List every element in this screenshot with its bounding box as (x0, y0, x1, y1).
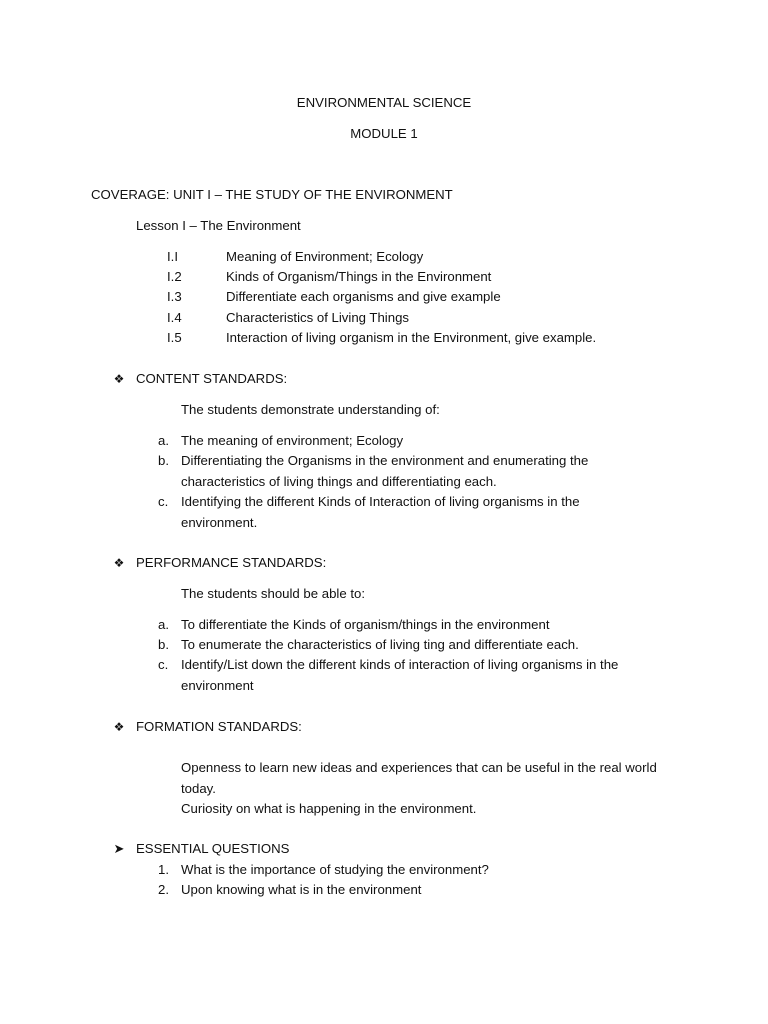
performance-standard-item: To enumerate the characteristics of living ting and differentiate each. (181, 637, 579, 652)
diamond-bullet-icon: ❖ (113, 372, 125, 386)
essential-question-item: What is the importance of studying the environment? (181, 862, 489, 877)
document-title: ENVIRONMENTAL SCIENCE (296, 95, 472, 110)
performance-standard-item: To differentiate the Kinds of organism/things in the environment (181, 617, 550, 632)
performance-standards-intro: The students should be able to: (181, 586, 366, 601)
content-standard-item: Differentiating the Organisms in the environment and enumerating the characteristics of living things and differentiating each. (181, 453, 589, 489)
list-marker: c. (158, 494, 169, 509)
diamond-bullet-icon: ❖ (113, 556, 125, 570)
performance-standard-item: Identify/List down the different kinds of interaction of living organisms in the environment (181, 657, 619, 693)
lesson-item-text: Meaning of Environment; Ecology (226, 249, 424, 264)
list-marker: a. (158, 433, 169, 448)
lesson-title: Lesson I – The Environment (136, 218, 301, 233)
content-standard-item: The meaning of environment; Ecology (181, 433, 404, 448)
list-marker: c. (158, 657, 169, 672)
formation-standards-heading: FORMATION STANDARDS: (136, 719, 302, 734)
essential-questions-heading: ESSENTIAL QUESTIONS (136, 841, 290, 856)
coverage-line: COVERAGE: UNIT I – THE STUDY OF THE ENVIRONMENT (91, 187, 453, 202)
list-marker: 1. (158, 862, 169, 877)
formation-standards-text: Openness to learn new ideas and experiences that can be useful in the real world today. (181, 760, 657, 796)
list-marker: a. (158, 617, 169, 632)
content-standard-item: Identifying the different Kinds of Interaction of living organisms in the environment. (181, 494, 580, 530)
lesson-item-number: I.2 (167, 269, 182, 284)
lesson-item-number: I.I (167, 249, 178, 264)
lesson-item-number: I.4 (167, 310, 182, 325)
lesson-item-number: I.3 (167, 289, 182, 304)
performance-standards-heading: PERFORMANCE STANDARDS: (136, 555, 327, 570)
lesson-item-number: I.5 (167, 330, 182, 345)
lesson-item-text: Kinds of Organism/Things in the Environment (226, 269, 492, 284)
formation-standards-text: Curiosity on what is happening in the environment. (181, 801, 477, 816)
lesson-item-text: Interaction of living organism in the Environment, give example. (226, 330, 597, 345)
arrowhead-bullet-icon: ➤ (113, 841, 125, 856)
lesson-item-text: Differentiate each organisms and give example (226, 289, 501, 304)
lesson-item-text: Characteristics of Living Things (226, 310, 409, 325)
list-marker: b. (158, 453, 169, 468)
content-standards-intro: The students demonstrate understanding of: (181, 402, 440, 417)
list-marker: b. (158, 637, 169, 652)
content-standards-heading: CONTENT STANDARDS: (136, 371, 288, 386)
essential-question-item: Upon knowing what is in the environment (181, 882, 422, 897)
diamond-bullet-icon: ❖ (113, 720, 125, 734)
list-marker: 2. (158, 882, 169, 897)
module-label: MODULE 1 (350, 126, 418, 141)
